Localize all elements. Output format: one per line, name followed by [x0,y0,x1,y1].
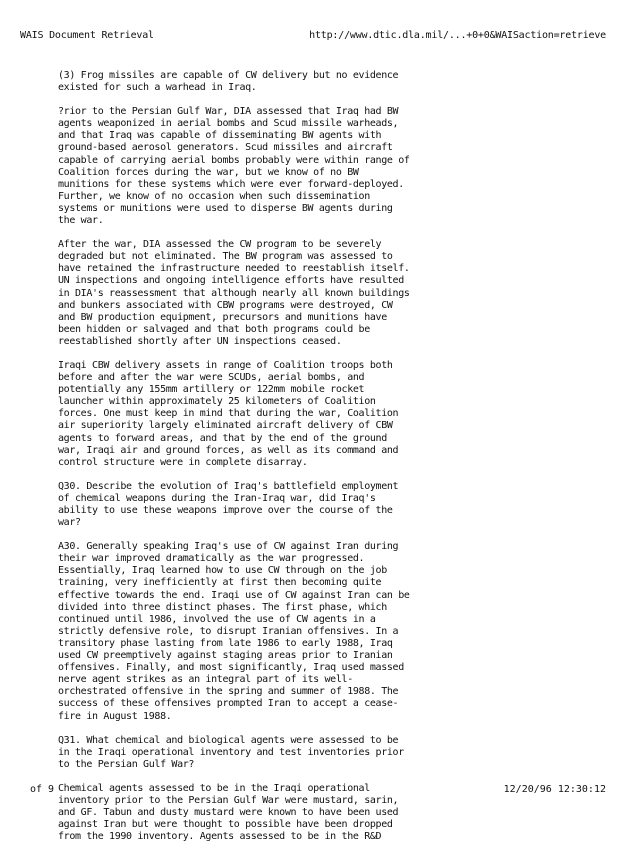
paragraph-frog-missiles: (3) Frog missiles are capable of CW delivery but no evidence existed for such a warhead in Iraq. [58,70,399,94]
paragraph-prewar-bw: ?rior to the Persian Gulf War, DIA assessed that Iraq had BW agents weaponized in aerial bombs and Scud missile warheads, and that Iraq was capable of disseminating BW agents with ground-based aerosol generators. Scud missiles and aircraft capable of carrying aerial bombs probably were within range of Coalition forces during the war, but we know of no BW munitions for these systems which were ever forward-deployed. Further, we know of no occasion when such dissemination systems or munitions were used to disperse BW agents during the war. [58,106,410,227]
paragraph-question-31: Q31. What chemical and biological agents were assessed to be in the Iraqi operational inventory and test inventories prior to the Persian Gulf War? [58,734,404,770]
document-body [58,70,428,855]
document-url: http://www.dtic.dla.mil/...+0+0&WAISaction=retrieve [309,30,606,41]
paragraph-postwar-assessment: After the war, DIA assessed the CW program to be severely degraded but not eliminated. The BW program was assessed to have retained the infrastructure needed to reestablish itself. UN inspections and ongoing intelligence efforts have resulted in DIA's reassessment that although nearly all known buildings and bunkers associated with CBW programs were destroyed, CW and BW production equipment, precursors and munitions have been hidden or salvaged and that both programs could be reestablished shortly after UN inspections ceased. [58,239,410,347]
print-timestamp: 12/20/96 12:30:12 [503,784,606,795]
page-header [20,30,606,44]
paragraph-answer-30: A30. Generally speaking Iraq's use of CW against Iran during their war improved dramatically as the war progressed. Essentially, Iraq learned how to use CW through on the job training, very inefficiently at first then becoming quite effective towards the end. Iraqi use of CW against Iran can be divided into three distinct phases. The first phase, which continued until 1986, involved the use of CW agents in a strictly defensive role, to disrupt Iranian offensives. In a transitory phase lasting from late 1986 to early 1988, Iraq used CW preemptively against staging areas prior to Iranian offensives. Finally, and most significantly, Iraq used massed nerve agent strikes as an integral part of its well- orchestrated offensive in the spring and summer of 1988. The success of these offensives prompted Iran to accept a cease- fire in August 1988. [58,541,410,722]
page-number: of 9 [30,784,55,795]
page-footer [30,784,606,798]
document-source-title: WAIS Document Retrieval [20,30,154,41]
paragraph-delivery-assets: Iraqi CBW delivery assets in range of Coalition troops both before and after the war were SCUDs, aerial bombs, and potentially any 155mm artillery or 122mm mobile rocket launcher within approximately 25 kilometers of Coalition forces. One must keep in mind that during the war, Coalition air superiority largely eliminated aircraft delivery of CBW agents to forward areas, and that by the end of the ground war, Iraqi air and ground forces, as well as its command and control structure were in complete disarray. [58,359,399,468]
paragraph-answer-31: Chemical agents assessed to be in the Iraqi operational inventory prior to the Persian Gulf War were mustard, sarin, and GF. Tabun and dusty mustard were known to have been used against Iran but were thought to possible have been dropped from the 1990 inventory. Agents assessed to be in the R&D [58,782,399,843]
paragraph-question-30: Q30. Describe the evolution of Iraq's battlefield employment of chemical weapons during the Iran-Iraq war, did Iraq's ability to use these weapons improve over the course of the war? [58,480,399,529]
